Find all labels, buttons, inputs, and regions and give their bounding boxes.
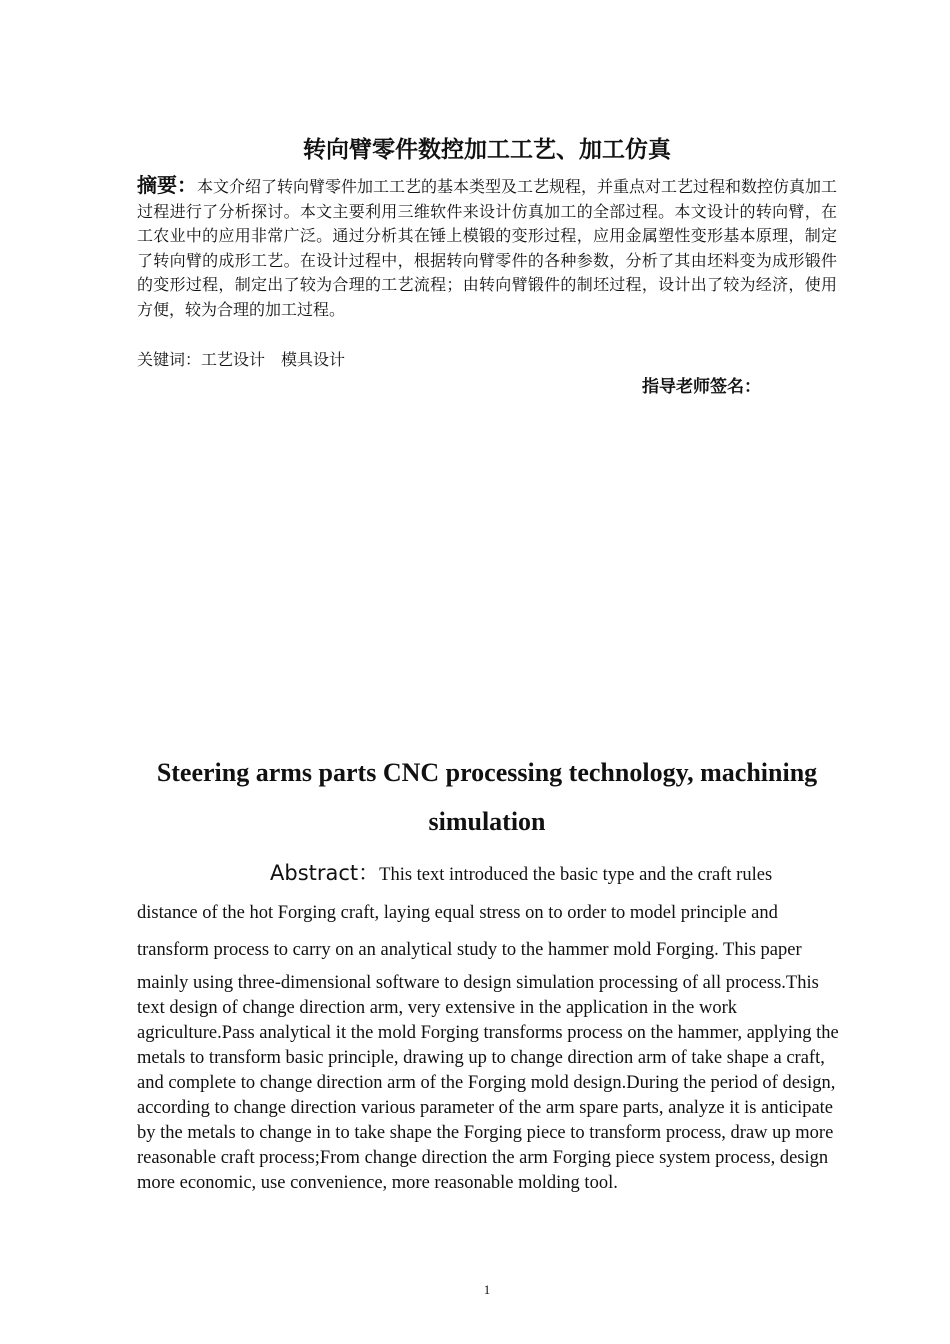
english-abstract-paragraph bbox=[137, 855, 837, 970]
chinese-title: 转向臂零件数控加工工艺、加工仿真 bbox=[303, 137, 671, 163]
english-title: Steering arms parts CNC processing technology, machining simulation bbox=[156, 758, 818, 836]
page-number: 1 bbox=[483, 1282, 491, 1297]
chinese-abstract bbox=[137, 173, 837, 322]
chinese-keywords-label: 关键词： bbox=[137, 350, 202, 369]
english-abstract-label: Abstract： bbox=[270, 861, 380, 885]
chinese-abstract-text: 本文介绍了转向臂零件加工工艺的基本类型及工艺规程，并重点对工艺过程和数控仿真加工过程进行了分析探讨。本文主要利用三维软件来设计仿真加工的全部过程。本文设计的转向臂，在工农业中的应用非常广泛。通过分析其在锤上模锻的变形过程，应用金属塑性变形基本原理，制定了转向臂的成形工艺。在设计过程中，根据转向臂零件的各种参数，分析了其由坯料变为成形锻件的变形过程，制定出了较为合理的工艺流程；由转向臂锻件的制坯过程，设计出了较为经济，使用方便，较为合理的加工过程。 bbox=[137, 177, 838, 319]
chinese-abstract-label: 摘要： bbox=[137, 173, 197, 197]
chinese-keywords-value: 工艺设计 模具设计 bbox=[201, 350, 346, 369]
advisor-signature-label: 指导老师签名： bbox=[642, 377, 761, 397]
english-abstract-text: This text introduced the basic type and the craft rules distance of the hot Forging craft, laying equal stress on to order to model principle and transform process to carry on an analytical study to the hammer mold Forging. This paper bbox=[137, 865, 802, 960]
english-abstract-continuation: mainly using three-dimensional software to design simulation processing of all process.This text design of change direction arm, very extensive in the application in the work agriculture.Pass analytical it the mold Forging transforms process on the hammer, applying the metals to transform basic principle, drawing up to change direction arm of take shape a craft, and complete to change direction arm of the Forging mold design.During the period of design, according to change direction various parameter of the arm spare parts, analyze it is anticipate by the metals to change in to take shape the Forging piece to transform process, draw up more reasonable craft process;From change direction the arm Forging piece system process, design more economic, use convenience, more reasonable molding tool. bbox=[137, 973, 839, 1193]
chinese-keywords bbox=[137, 348, 837, 372]
